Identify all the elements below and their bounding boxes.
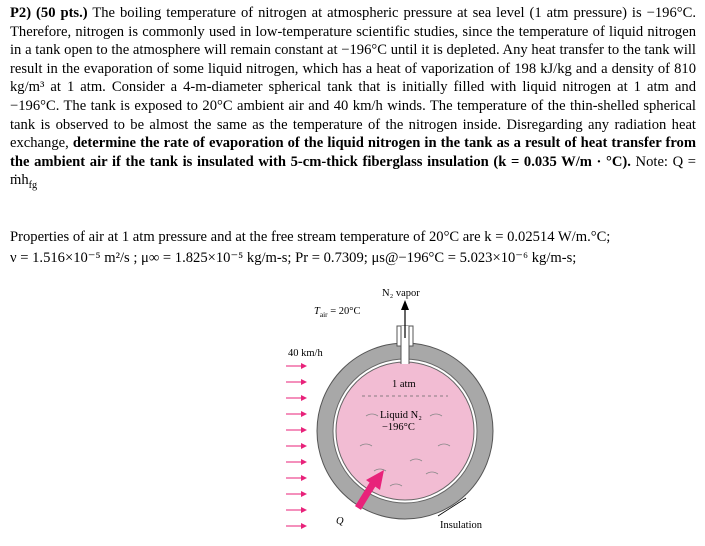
vapor-label: N₂ vapor	[382, 288, 420, 299]
air-properties-line-2: ν = 1.516×10⁻⁵ m²/s ; μ∞ = 1.825×10⁻⁵ kg/m-s; Pr = 0.7309; μs@−196°C = 5.023×10⁻⁶ kg/m-s;	[10, 250, 577, 266]
insulation-label: Insulation	[440, 520, 482, 531]
air-properties-line-1: Properties of air at 1 atm pressure and at the free stream temperature of 20°C are k = 0.02514 W/m.°C;	[10, 229, 611, 245]
tair-label	[314, 306, 361, 320]
problem-note: Note: Q = ṁh	[10, 153, 696, 189]
liquid-label: Liquid N₂	[380, 410, 422, 421]
tank-figure	[270, 286, 530, 544]
heat-label: Q	[336, 516, 344, 527]
pressure-label: 1 atm	[392, 379, 416, 390]
wind-arrows	[286, 366, 306, 526]
vapor-arrow-head	[401, 300, 409, 310]
tair-symbol: T	[314, 306, 320, 317]
problem-note-sub: fg	[28, 180, 38, 192]
wind-label: 40 km/h	[288, 348, 323, 359]
tair-value: = 20°C	[327, 306, 361, 317]
liquid-temp-label: −196°C	[382, 422, 415, 433]
problem-task: determine the rate of evaporation of the liquid nitrogen in the tank as a result of heat transfer from the ambient air if the tank is insulated with 5-cm-thick fiberglass insulation (k = 0.035 W/m · °C).	[10, 135, 696, 170]
problem-label: P2) (50 pts.)	[10, 5, 88, 21]
tair-sub: air	[319, 310, 328, 320]
problem-statement	[10, 4, 696, 190]
problem-body: The boiling temperature of nitrogen at atmospheric pressure at sea level (1 atm pressure) is −196°C. Therefore, nitrogen is commonly used in low-temperature scientific studies, since the temperature of liquid nitrogen in a tank open to the atmosphere will remain constant at −196°C until it is depleted. Any heat transfer to the tank will result in the evaporation of some liquid nitrogen, which has a heat of vaporization of 198 kJ/kg and a density of 810 kg/m³ at 1 atm. Consider a 4-m-diameter spherical tank that is initially filled with liquid nitrogen at 1 atm and −196°C. The tank is exposed to 20°C ambient air and 40 km/h winds. The temperature of the thin-shelled spherical tank is observed to be almost the same as the temperature of the nitrogen inside. Disregarding any radiation heat exchange,	[10, 5, 696, 152]
